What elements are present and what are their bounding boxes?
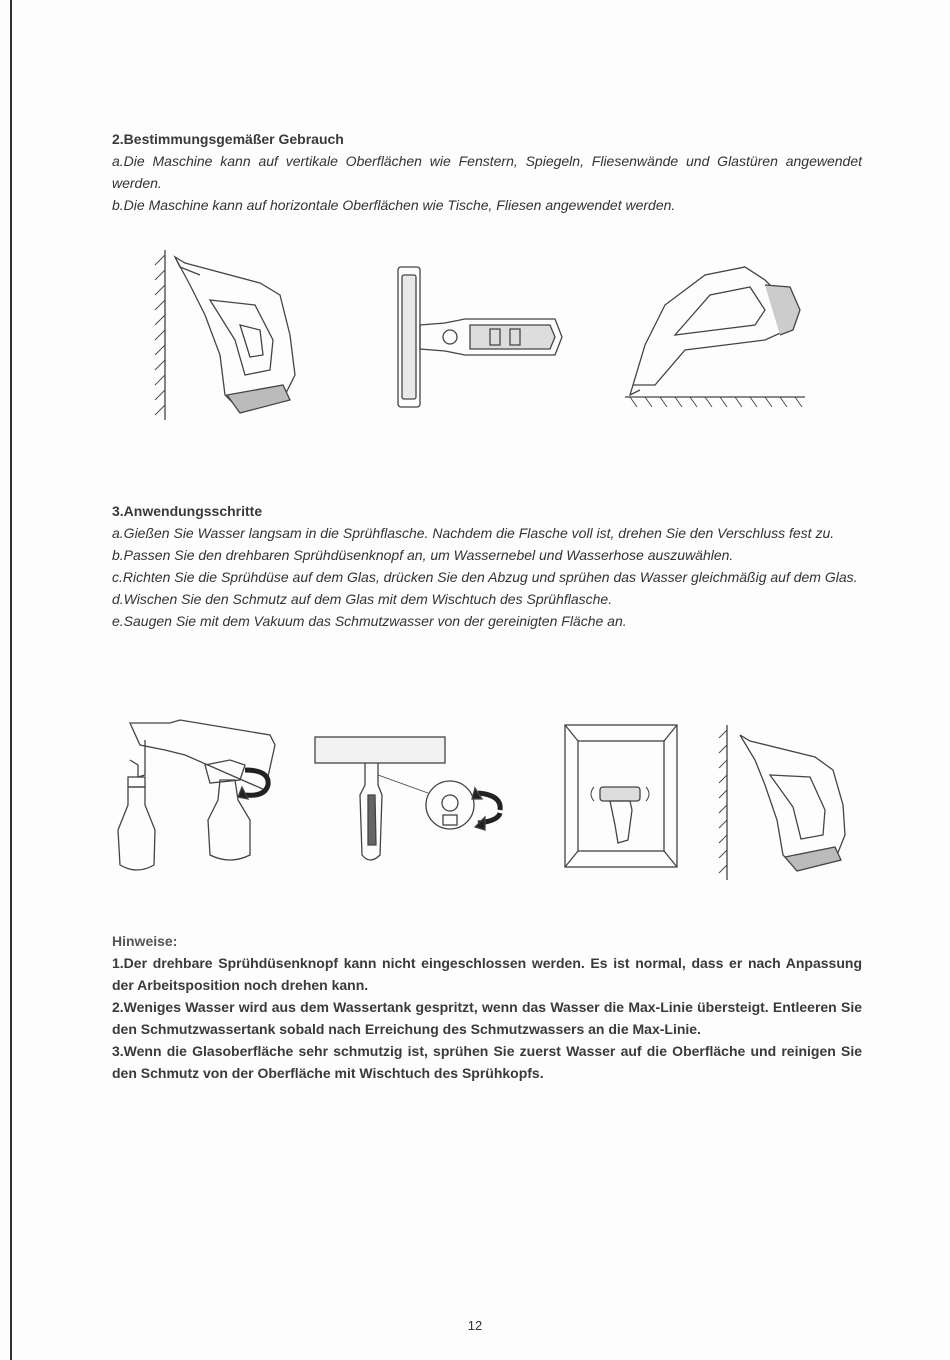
section-intended-use <box>112 128 862 216</box>
notes-item-2: 2.Weniges Wasser wird aus dem Wassertank gespritzt, wenn das Wasser die Max-Linie übersteigt. Entleeren Sie den Schmutzwassertank sobald nach Erreichung des Schmutzwassers an die Max-Linie. <box>112 999 862 1037</box>
notes-item-3: 3.Wenn die Glasoberfläche sehr schmutzig ist, sprühen Sie zuerst Wasser auf die Oberfläche und reinigen Sie den Schmutz von der Oberfläche mit Wischtuch des Sprühkopfs. <box>112 1043 862 1081</box>
usage-steps-figures <box>110 715 880 880</box>
left-margin-rule <box>10 0 12 1360</box>
section-notes <box>112 930 862 1084</box>
section2-item-b: b.Die Maschine kann auf horizontale Oberflächen wie Tische, Fliesen angewendet werden. <box>112 197 676 213</box>
section3-item-a: a.Gießen Sie Wasser langsam in die Sprühflasche. Nachdem die Flasche voll ist, drehen Sie den Verschluss fest zu. <box>112 525 835 541</box>
front-view-figure <box>398 267 562 407</box>
section-usage-steps <box>112 500 862 632</box>
usage-orientation-figures <box>145 245 825 420</box>
section2-heading: 2.Bestimmungsgemäßer Gebrauch <box>112 131 344 147</box>
notes-item-1: 1.Der drehbare Sprühdüsenknopf kann nicht eingeschlossen werden. Es ist normal, dass er nach Anpassung der Arbeitsposition noch drehen kann. <box>112 955 862 993</box>
vacuum-wall-figure <box>719 725 845 880</box>
section3-item-b: b.Passen Sie den drehbaren Sprühdüsenknopf an, um Wassernebel und Wasserhose auszuwählen. <box>112 547 734 563</box>
section3-item-c: c.Richten Sie die Sprühdüse auf dem Glas, drücken Sie den Abzug und sprühen das Wasser gleichmäßig auf dem Glas. <box>112 569 858 585</box>
vertical-wall-usage-figure <box>155 250 295 420</box>
section3-item-e: e.Saugen Sie mit dem Vakuum das Schmutzwasser von der gereinigten Fläche an. <box>112 613 627 629</box>
page-number: 12 <box>467 1318 483 1333</box>
spray-glass-figure <box>565 725 677 867</box>
section2-item-a: a.Die Maschine kann auf vertikale Oberflächen wie Fenstern, Spiegeln, Fliesenwände und Glastüren angewendet werden. <box>112 153 862 191</box>
horizontal-surface-usage-figure <box>625 267 805 407</box>
notes-heading: Hinweise: <box>112 933 178 949</box>
adjust-nozzle-figure <box>315 737 500 860</box>
section3-heading: 3.Anwendungsschritte <box>112 503 263 519</box>
fill-spray-bottle-figure <box>118 720 275 870</box>
section3-item-d: d.Wischen Sie den Schmutz auf dem Glas mit dem Wischtuch des Sprühflasche. <box>112 591 613 607</box>
